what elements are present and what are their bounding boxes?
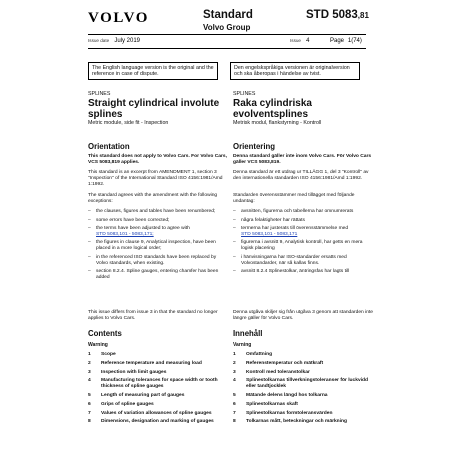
list-item: – avsnitt 8.2.4 Splinestolkar, äntringsfas har lagts till	[233, 269, 350, 275]
exceptions-list	[233, 209, 373, 278]
issue-difference: This issue differs from issue 3 in that the standard no longer applies to Volvo Cars.	[88, 310, 218, 321]
issue-date-value: July 2019	[114, 38, 140, 44]
intro-paragraph: Denna standard är ett utdrag ur TILLÄGG 1, del 3 "Kontroll" av den internationella standarden ISO 4156:1981/Amd 1:1992.	[233, 170, 369, 181]
scope-notice: This standard does not apply to Volvo Cars. For Volvo Cars, VCS 5083,819 applies.	[88, 154, 227, 165]
issue-date	[88, 38, 140, 44]
exceptions-list	[88, 209, 228, 284]
exceptions-intro: The standard agrees with the amendment with the following exceptions:	[88, 193, 218, 204]
toc-item[interactable]: 6 Splinestolkarnas skaft	[233, 401, 298, 407]
toc-item[interactable]: 4 Manufacturing tolerances for space width or tooth thickness of spline gauges	[88, 378, 218, 390]
issue-difference: Denna utgåva skiljer sig från utgåva 3 genom att standarden inte längre gäller för Volvo Cars.	[233, 310, 374, 321]
swedish-column	[233, 91, 373, 127]
volvo-logo: VOLVO	[88, 10, 150, 26]
standard-number	[306, 9, 369, 21]
list-item: – the terms have been adjusted to agree with STD 5083,101 - 5083,171;	[88, 226, 190, 237]
toc-item[interactable]: 3 Kontroll med toleranstolkar	[233, 369, 310, 375]
standard-number-main: STD 5083	[306, 9, 358, 21]
category: SPLINES	[233, 91, 256, 97]
table-of-contents	[88, 352, 228, 428]
toc-item[interactable]: 2 Referenstemperatur och mätkraft	[233, 360, 324, 366]
list-item: – i hänvisningarna har ISO-standarder ersatts med Volvostandarder, när så kallas finns.	[233, 254, 347, 266]
header-rule-bottom	[88, 48, 366, 49]
page-indicator	[330, 38, 362, 44]
std-reference-link[interactable]: STD 5083,101 - 5083,171	[241, 231, 298, 237]
issue	[290, 38, 309, 44]
doc-org: Volvo Group	[203, 23, 251, 32]
list-item: – termerna har justerats till överensstämmelse med STD 5083,101 - 5083,171	[233, 226, 349, 237]
english-version-note: The English language version is the original and the reference in case of dispute.	[88, 62, 218, 80]
scope-notice: Denna standard gäller inte inom Volvo Cars. För Volvo Cars gäller VCS 5083,819.	[233, 154, 372, 165]
exceptions-intro: Standarden överensstämmer med tillägget med följande undantag:	[233, 193, 355, 204]
doc-title: Raka cylindriska evolventsplines	[233, 98, 312, 120]
toc-item[interactable]: 5 Length of measuring part of gauges	[88, 393, 185, 399]
toc-item[interactable]: 7 Splinestolkarnas formtoleransvärden	[233, 410, 333, 416]
swedish-version-note: Den engelskspråkiga versionen är originalversion och ska åberopas i händelse av tvist.	[230, 62, 360, 80]
std-reference-link[interactable]: STD 5083,101 - 5083,171;	[96, 231, 154, 237]
toc-warning: Warning	[88, 342, 108, 348]
standard-number-sub: ,81	[357, 11, 369, 20]
orientation-heading: Orientation	[88, 142, 130, 151]
contents-heading: Innehåll	[233, 329, 263, 338]
list-item: – figurerna i avsnitt 9, Analytisk kontroll, har getts en mera logisk placering	[233, 240, 363, 252]
english-column	[88, 91, 228, 127]
issue-date-label: Issue date	[88, 38, 110, 43]
category: SPLINES	[88, 91, 111, 97]
list-item: – the clauses, figures and tables have been renumbered;	[88, 209, 216, 214]
issue-label: Issue	[290, 38, 301, 43]
contents-heading: Contents	[88, 329, 122, 338]
doc-subtitle: Metrisk modul, flankstyrning - Kontroll	[233, 120, 322, 126]
toc-item[interactable]: 7 Values of variation allowances of spline gauges	[88, 410, 212, 416]
toc-item[interactable]: 1 Omfattning	[233, 352, 273, 357]
toc-item[interactable]: 8 Tolkarnas mått, beteckningar och märkning	[233, 419, 348, 425]
page-value: 1(74)	[347, 38, 362, 44]
toc-item[interactable]: 5 Mätande delens längd hos tolkarna	[233, 393, 328, 399]
toc-item[interactable]: 8 Dimensions, designation and marking of gauges	[88, 419, 214, 425]
toc-item[interactable]: 3 Inspection with limit gauges	[88, 369, 167, 375]
list-item: – några felaktigheter har rättats	[233, 217, 305, 223]
toc-item[interactable]: 6 Grips of spline gauges	[88, 401, 154, 407]
doc-title: Straight cylindrical involute splines	[88, 98, 220, 120]
list-item: – in the referenced ISO standards have been replaced by Volvo standards, when existing.	[88, 254, 217, 266]
header-rule-top	[88, 34, 366, 35]
doc-type: Standard	[203, 9, 253, 21]
orientation-heading: Orientering	[233, 142, 276, 151]
issue-value: 4	[306, 38, 310, 44]
toc-item[interactable]: 1 Scope	[88, 352, 116, 357]
toc-item[interactable]: 4 Splinestolkarnas tillverkningstoleranser för luckvidd eller tandtjocklek	[233, 378, 369, 390]
doc-subtitle: Metric module, side fit - Inspection	[88, 120, 169, 126]
toc-item[interactable]: 2 Reference temperature and measuring load	[88, 360, 202, 366]
intro-paragraph: This standard is an excerpt from AMENDMENT 1, section 3 "Inspection" of the International Standard ISO 4156:1981/Amd 1:1992.	[88, 170, 223, 187]
list-item: – some errors have been corrected;	[88, 217, 170, 223]
toc-warning: Varning	[233, 342, 252, 348]
table-of-contents	[233, 352, 373, 428]
list-item: – avsnitten, figurerna och tabellerna har omnumrerats	[233, 209, 354, 214]
list-item: – the figures in clause 9, Analytical inspection, have been placed in a more logical order;	[88, 240, 216, 252]
page-label: Page	[330, 38, 345, 44]
list-item: – section 8.2.4. Spline gauges, entering chamfer has been added	[88, 269, 219, 281]
